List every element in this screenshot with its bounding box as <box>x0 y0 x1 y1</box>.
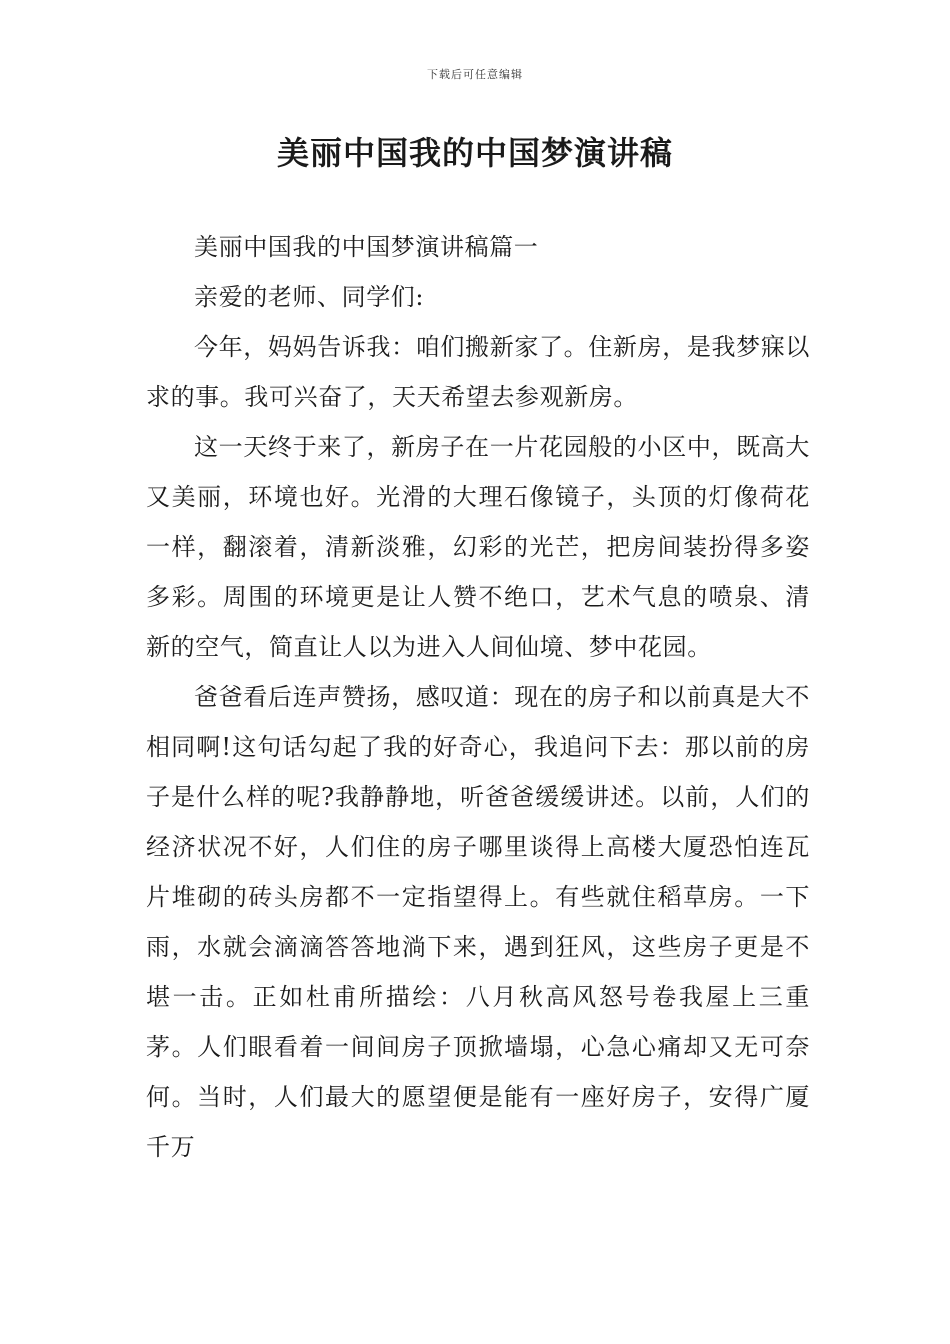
salutation: 亲爱的老师、同学们: <box>194 283 425 311</box>
paragraph: 今年，妈妈告诉我：咱们搬新家了。住新房，是我梦寐以求的事。我可兴奋了，天天希望去参观新房。 <box>146 333 810 411</box>
paragraph: 爸爸看后连声赞扬，感叹道：现在的房子和以前真是大不相同啊!这句话勾起了我的好奇心，我追问下去：那以前的房子是什么样的呢?我静静地，听爸爸缓缓讲述。以前，人们的经济状况不好，人们住的房子哪里谈得上高楼大厦恐怕连瓦片堆砌的砖头房都不一定指望得上。有些就住稻草房。一下雨，水就会滴滴答答地淌下来，遇到狂风，这些房子更是不堪一击。正如杜甫所描绘：八月秋高风怒号卷我屋上三重茅。人们眼看着一间间房子顶掀墙塌，心急心痛却又无可奈何。当时，人们最大的愿望便是能有一座好房子，安得广厦千万 <box>146 683 810 1161</box>
document-title: 美丽中国我的中国梦演讲稿 <box>276 134 673 172</box>
document-body <box>146 222 810 1172</box>
header-note: 下载后可任意编辑 <box>427 68 523 81</box>
paragraph: 这一天终于来了，新房子在一片花园般的小区中，既高大又美丽，环境也好。光滑的大理石像镜子，头顶的灯像荷花一样，翻滚着，清新淡雅，幻彩的光芒，把房间装扮得多姿多彩。周围的环境更是让人赞不绝口，艺术气息的喷泉、清新的空气，简直让人以为进入人间仙境、梦中花园。 <box>146 433 810 661</box>
section-heading: 美丽中国我的中国梦演讲稿篇一 <box>194 233 539 261</box>
